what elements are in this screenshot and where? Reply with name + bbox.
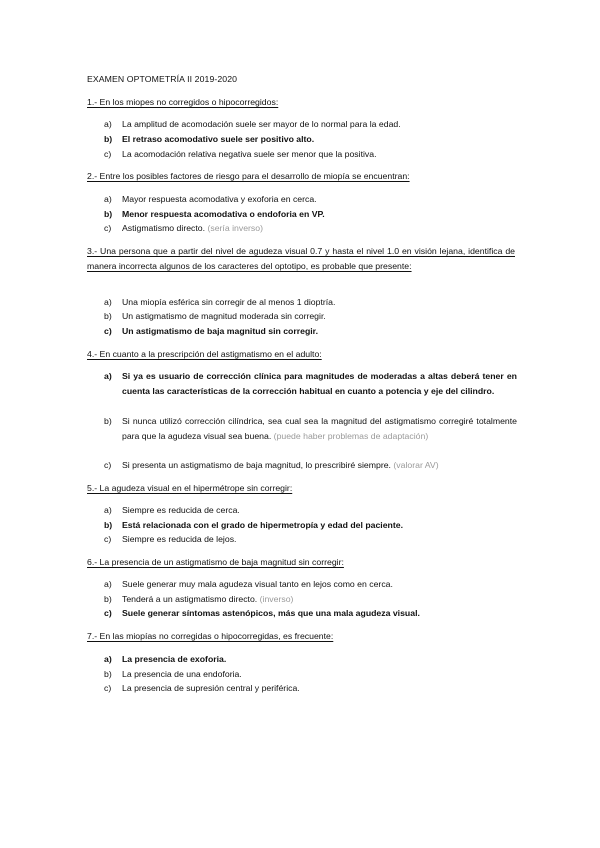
option-letter: b) [104, 520, 113, 530]
option-5a [104, 503, 517, 518]
option-letter: a) [104, 371, 112, 381]
option-6b [104, 592, 517, 607]
option-letter: b) [104, 669, 112, 679]
option-text: Mayor respuesta acomodativa y exoforia en cerca. [122, 194, 317, 204]
option-4a [104, 369, 517, 399]
option-1c [104, 147, 517, 162]
option-3b [104, 309, 517, 324]
option-text: Siempre es reducida de cerca. [122, 505, 240, 515]
option-letter: a) [104, 194, 112, 204]
option-7a [104, 652, 517, 667]
option-5c [104, 532, 517, 547]
option-text: La amplitud de acomodación suele ser mayor de lo normal para la edad. [122, 119, 401, 129]
option-2c [104, 221, 517, 236]
option-letter: a) [104, 505, 112, 515]
option-letter: c) [104, 223, 112, 233]
question-3: 3.- Una persona que a partir del nivel de agudeza visual 0.7 y hasta el nivel 1.0 en visión lejana, identifica de manera incorrecta algunos de los caracteres del optotipo, es probable que presente: [87, 246, 515, 272]
option-letter: b) [104, 594, 112, 604]
option-letter: c) [104, 326, 112, 336]
option-3c [104, 324, 517, 339]
option-letter: b) [104, 209, 113, 219]
option-letter: a) [104, 119, 112, 129]
option-note: (inverso) [259, 594, 294, 604]
option-letter: a) [104, 579, 112, 589]
question-4: 4.- En cuanto a la prescripción del astigmatismo en el adulto: [87, 349, 322, 359]
option-4c [104, 458, 517, 473]
option-text: Suele generar síntomas astenópicos, más que una mala agudeza visual. [122, 608, 420, 618]
option-text: Si ya es usuario de corrección clínica para magnitudes de moderadas a altas deberá tener en cuenta las características de la corrección habitual en cuanto a potencia y eje del cilindro. [122, 371, 517, 397]
option-6c [104, 606, 517, 621]
option-letter: b) [104, 134, 113, 144]
option-text: Si nunca utilizó corrección cilíndrica, sea cual sea la magnitud del astigmatismo corregiré totalmente para que la agudeza visual sea buena. [122, 416, 517, 442]
option-note: (valorar AV) [393, 460, 439, 470]
option-letter: c) [104, 534, 112, 544]
option-text: Siempre es reducida de lejos. [122, 534, 237, 544]
option-letter: c) [104, 460, 112, 470]
question-6: 6.- La presencia de un astigmatismo de baja magnitud sin corregir: [87, 557, 344, 567]
question-5: 5.- La agudeza visual en el hipermétrope sin corregir: [87, 483, 293, 493]
option-letter: b) [104, 416, 112, 426]
option-text: Está relacionada con el grado de hipermetropía y edad del paciente. [122, 520, 403, 530]
option-3a [104, 295, 517, 310]
option-text: Suele generar muy mala agudeza visual tanto en lejos como en cerca. [122, 579, 393, 589]
option-text: La presencia de una endoforia. [122, 669, 242, 679]
question-1: 1.- En los miopes no corregidos o hipocorregidos: [87, 97, 279, 107]
option-letter: a) [104, 654, 112, 664]
option-text: Un astigmatismo de baja magnitud sin corregir. [122, 326, 318, 336]
option-1b [104, 132, 517, 147]
option-text: La acomodación relativa negativa suele ser menor que la positiva. [122, 149, 377, 159]
option-text: La presencia de exoforia. [122, 654, 227, 664]
option-6a [104, 577, 517, 592]
option-text: El retraso acomodativo suele ser positivo alto. [122, 134, 315, 144]
option-letter: a) [104, 297, 112, 307]
option-letter: c) [104, 608, 112, 618]
option-7c [104, 681, 517, 696]
option-text: Tenderá a un astigmatismo directo. [122, 594, 258, 604]
option-letter: c) [104, 683, 112, 693]
option-1a [104, 117, 517, 132]
option-letter: c) [104, 149, 112, 159]
option-text: Una miopía esférica sin corregir de al menos 1 dioptría. [122, 297, 336, 307]
option-note: (sería inverso) [207, 223, 263, 233]
option-text: Astigmatismo directo. [122, 223, 206, 233]
option-text: Un astigmatismo de magnitud moderada sin corregir. [122, 311, 326, 321]
question-7: 7.- En las miopías no corregidas o hipocorregidas, es frecuente: [87, 631, 334, 641]
option-2b [104, 207, 517, 222]
exam-title: EXAMEN OPTOMETRÍA II 2019-2020 [87, 74, 238, 84]
option-5b [104, 518, 517, 533]
option-letter: b) [104, 311, 112, 321]
option-text: Si presenta un astigmatismo de baja magnitud, lo prescribiré siempre. [122, 460, 391, 470]
option-7b [104, 667, 517, 682]
option-4b [104, 414, 517, 444]
question-2: 2.- Entre los posibles factores de riesgo para el desarrollo de miopía se encuentran: [87, 171, 410, 181]
option-text: Menor respuesta acomodativa o endoforia en VP. [122, 209, 325, 219]
option-note: (puede haber problemas de adaptación) [273, 431, 429, 442]
option-text: La presencia de supresión central y periférica. [122, 683, 300, 693]
option-2a [104, 192, 517, 207]
